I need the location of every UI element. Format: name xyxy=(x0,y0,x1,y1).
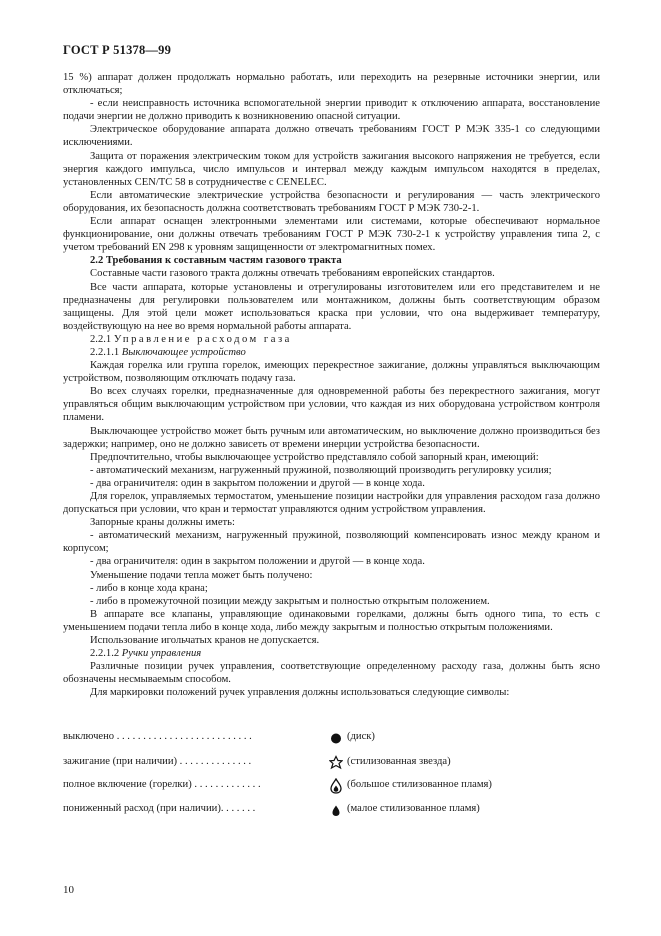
page-number: 10 xyxy=(63,884,74,896)
list-item: - либо в промежуточной позиции между закрытым и полностью открытым положением. xyxy=(90,595,490,607)
symbol-row-off xyxy=(63,731,603,747)
paragraph: Уменьшение подачи тепла может быть получено: xyxy=(90,569,313,581)
paragraph: Предпочтительно, чтобы выключающее устройство представляло собой запорный кран, имеющий: xyxy=(90,451,539,463)
symbol-label: пониженный расход (при наличии). . . . . . . xyxy=(63,803,256,814)
standard-header: ГОСТ Р 51378—99 xyxy=(63,43,172,57)
paragraph: Составные части газового тракта должны отвечать требованиям европейских стандартов. xyxy=(90,268,495,280)
paragraph: 15 %) аппарат должен продолжать нормально работать, или переходить на резервные источники энергии, или отключаться; xyxy=(63,72,600,97)
symbol-row-ignition xyxy=(63,756,603,772)
paragraph: Использование игольчатых кранов не допускается. xyxy=(90,635,320,647)
symbol-description: (диск) xyxy=(347,731,375,742)
paragraph: Для маркировки положений ручек управления должны использоваться следующие символы: xyxy=(90,687,510,699)
section-heading-2-2-1-1 xyxy=(63,346,600,359)
section-heading-2-2-1 xyxy=(63,333,600,346)
small-flame-icon xyxy=(329,802,343,818)
list-item: - либо в конце хода крана; xyxy=(90,582,208,594)
stylized-star-icon xyxy=(329,755,343,771)
symbol-label: выключено . . . . . . . . . . . . . . . . . . . . . . . . . . xyxy=(63,731,252,742)
document-body xyxy=(63,71,600,700)
symbol-row-reduced-flow xyxy=(63,803,603,819)
paragraph: Для горелок, управляемых термостатом, уменьшение позиции настройки для управления расходом газа должно допускаться при условии, что кран и термостат управляются одним устройством управления. xyxy=(63,491,600,516)
symbol-row-full-power xyxy=(63,779,603,795)
section-title: Выключающее устройство xyxy=(121,346,246,358)
symbol-description: (большое стилизованное пламя) xyxy=(347,779,492,790)
symbol-description: (малое стилизованное пламя) xyxy=(347,803,480,814)
list-item: - два ограничителя: один в закрытом положении и другой — в конце хода. xyxy=(90,556,425,568)
section-title: Ручки управления xyxy=(121,648,202,660)
paragraph: Различные позиции ручек управления, соответствующие определенному расходу газа, должны быть ясно обозначены несмываемым способом. xyxy=(63,661,600,686)
paragraph: В аппарате все клапаны, управляющие одинаковыми горелками, должны быть одного типа, то есть с уменьшением подачи тепла либо в конце хода, либо между закрытым и полностью открытым положениями. xyxy=(63,608,600,633)
paragraph: Запорные краны должны иметь: xyxy=(90,517,235,529)
section-number: 2.2.1.2 xyxy=(90,648,120,660)
paragraph: Защита от поражения электрическим током для устройств зажигания высокого напряжения не требуется, если энергия каждого импульса, число импульсов и интервал между каждым импульсом находятся в пределах, установленных CEN/TC 58 в сотрудничестве с CENELEC. xyxy=(63,150,600,188)
paragraph: Все части аппарата, которые установлены и отрегулированы изготовителем или его представителем и не предназначены для регулировки пользователем или монтажником, должны быть соответствующим образом защищены. Для этой цели может использоваться краска при условии, что она выдерживает температуру, воздействующую на нее во время нормальной работы аппарата. xyxy=(63,281,600,332)
section-number: 2.2.1.1 xyxy=(90,346,120,358)
section-heading-2-2: 2.2 Требования к составным частям газового тракта xyxy=(90,255,342,267)
paragraph: Если автоматические электрические устройства безопасности и регулирования — часть электрического оборудования, их безопасность должна соответствовать требованиям ГОСТ Р МЭК 730-2-1. xyxy=(63,189,600,214)
symbol-label: полное включение (горелки) . . . . . . . . . . . . . xyxy=(63,779,261,790)
paragraph: Электрическое оборудование аппарата должно отвечать требованиям ГОСТ Р МЭК 335-1 со следующими исключениями. xyxy=(63,124,600,149)
symbol-label: зажигание (при наличии) . . . . . . . . . . . . . . xyxy=(63,756,252,767)
section-number: 2.2.1 xyxy=(90,333,112,345)
symbol-description: (стилизованная звезда) xyxy=(347,756,451,767)
section-heading-2-2-1-2 xyxy=(63,647,600,660)
list-item: - автоматический механизм, нагруженный пружиной, позволяющий производить регулировку усилия; xyxy=(90,464,552,476)
list-item: - если неисправность источника вспомогательной энергии приводит к отключению аппарата, восстановление подачи энергии не должно приводить к возникновению опасной ситуации. xyxy=(63,98,600,123)
paragraph: Выключающее устройство может быть ручным или автоматическим, но выключение должно производиться без задержки; например, оно не должно зависеть от времени инерции устройства безопасности. xyxy=(63,425,600,450)
paragraph: Если аппарат оснащен электронными элементами или системами, которые обеспечивают нормальное функционирование, они должны отвечать требованиям ГОСТ Р МЭК 730-2-1 к устройству управления типа 2, с учетом требований EN 298 к уровням защищенности от электромагнитных помех. xyxy=(63,216,600,254)
list-item: - два ограничителя: один в закрытом положении и другой — в конце хода. xyxy=(90,477,425,489)
large-flame-icon xyxy=(329,778,343,794)
list-item: - автоматический механизм, нагруженный пружиной, позволяющий компенсировать износ между краном и корпусом; xyxy=(63,530,600,555)
paragraph: Во всех случаях горелки, предназначенные для одновременной работы без перекрестного зажигания, могут управляться общим выключающим устройством при условии, что каждая из них оборудована устройством контроля пламени. xyxy=(63,386,600,424)
paragraph: Каждая горелка или группа горелок, имеющих перекрестное зажигание, должны управляться выключающим устройством, позволяющим отключать подачу газа. xyxy=(63,360,600,385)
filled-disc-icon xyxy=(329,730,343,746)
section-title: Управление расходом газа xyxy=(113,333,292,345)
